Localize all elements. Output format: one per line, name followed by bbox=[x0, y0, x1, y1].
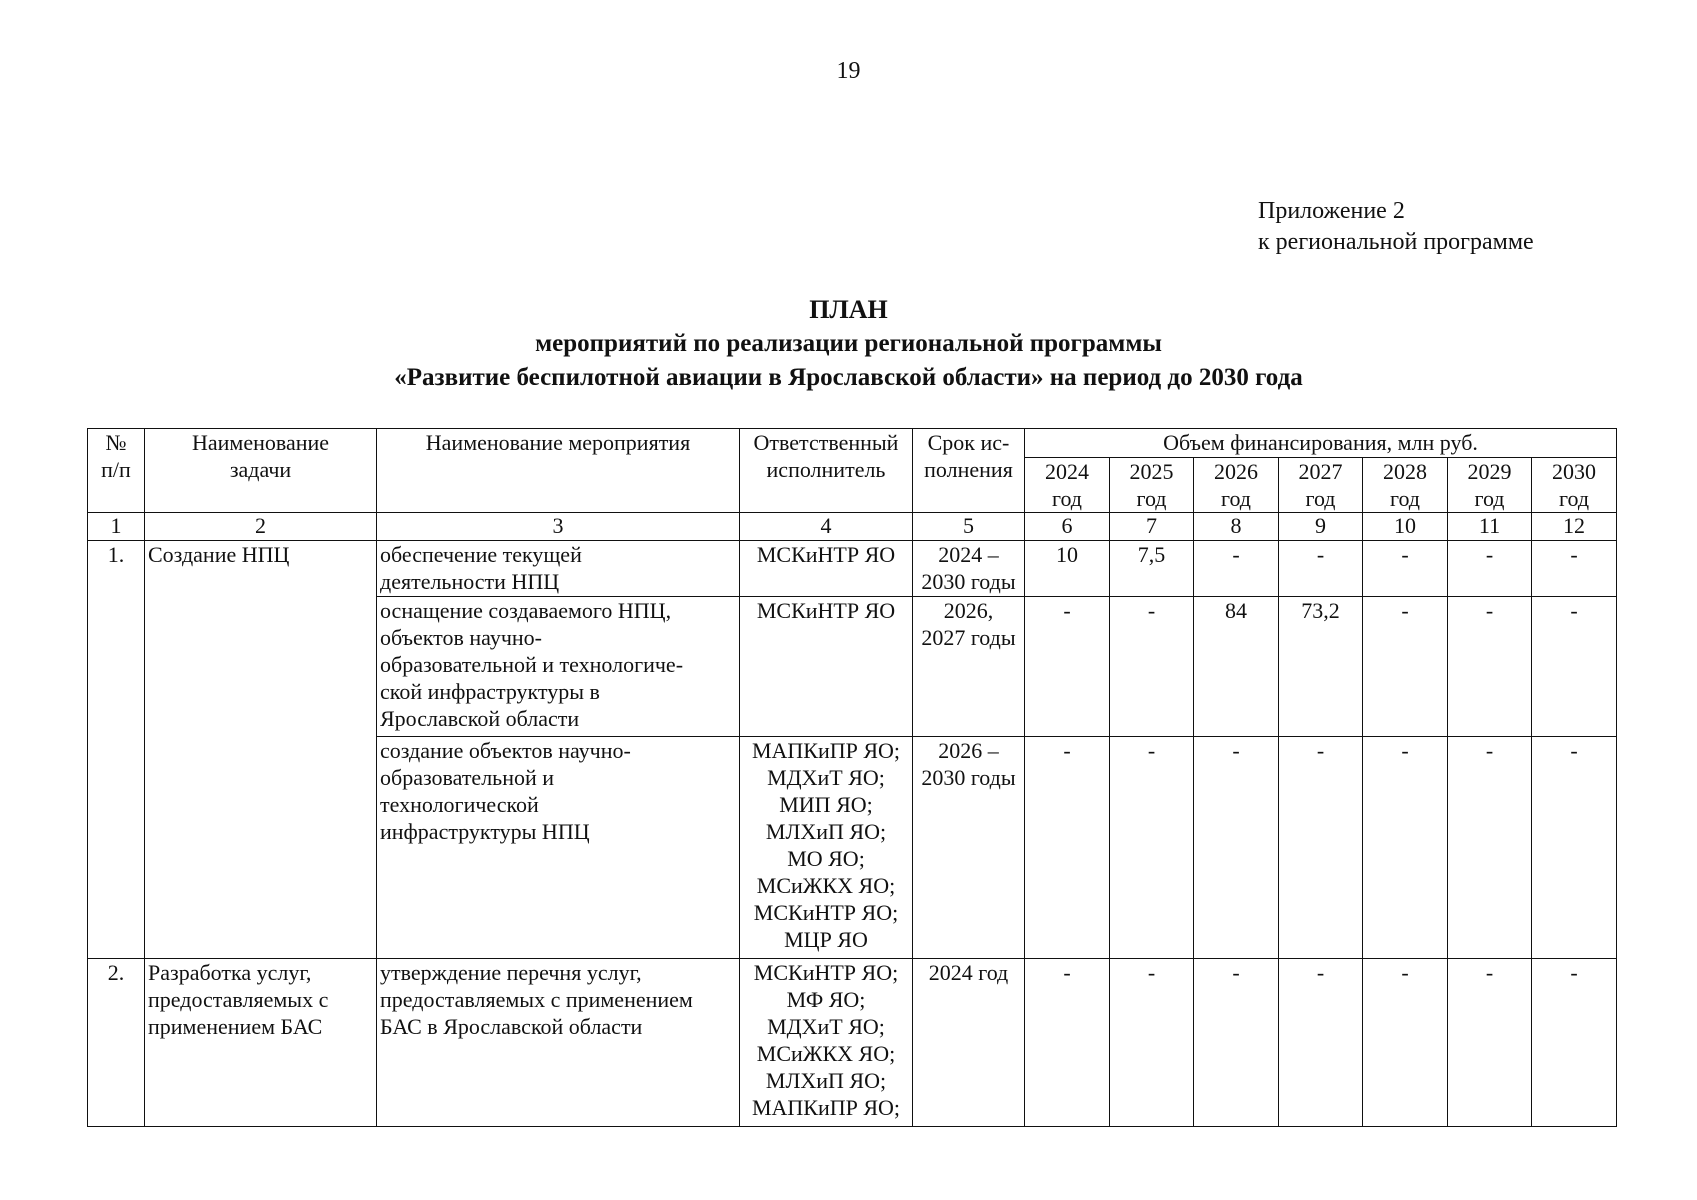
header-year-2025: 2025 год bbox=[1110, 458, 1194, 513]
table-row bbox=[88, 959, 1617, 1127]
column-number: 9 bbox=[1279, 513, 1363, 541]
page-number: 19 bbox=[836, 58, 861, 84]
document-title bbox=[0, 293, 1697, 395]
plan-table bbox=[87, 428, 1617, 1127]
term: 2026, 2027 годы bbox=[913, 597, 1025, 737]
executor: МАПКиПР ЯО; МДХиТ ЯО; МИП ЯО; МЛХиП ЯО; МО ЯО; МСиЖКХ ЯО; МСКиНТР ЯО; МЦР ЯО bbox=[740, 737, 913, 959]
header-year-2030: 2030 год bbox=[1532, 458, 1617, 513]
header-term: Срок ис- полнения bbox=[913, 429, 1025, 513]
funding-2024: - bbox=[1025, 737, 1110, 959]
funding-2027: - bbox=[1279, 737, 1363, 959]
column-number: 2 bbox=[145, 513, 377, 541]
funding-2030: - bbox=[1532, 597, 1617, 737]
column-number-row bbox=[88, 513, 1617, 541]
row-num: 2. bbox=[88, 959, 145, 1127]
funding-2029: - bbox=[1448, 959, 1532, 1127]
header-year-2029: 2029 год bbox=[1448, 458, 1532, 513]
funding-2030: - bbox=[1532, 541, 1617, 597]
appendix-line-1: Приложение 2 bbox=[1258, 198, 1405, 224]
funding-2030: - bbox=[1532, 959, 1617, 1127]
funding-2028: - bbox=[1363, 737, 1448, 959]
funding-2025: - bbox=[1110, 597, 1194, 737]
funding-2026: - bbox=[1194, 541, 1279, 597]
term: 2026 – 2030 годы bbox=[913, 737, 1025, 959]
task-name: Разработка услуг, предоставляемых с применением БАС bbox=[145, 959, 377, 1127]
event-name: обеспечение текущей деятельности НПЦ bbox=[377, 541, 740, 597]
funding-2027: - bbox=[1279, 541, 1363, 597]
header-year-2028: 2028 год bbox=[1363, 458, 1448, 513]
header-funding: Объем финансирования, млн руб. bbox=[1025, 429, 1617, 458]
column-number: 1 bbox=[88, 513, 145, 541]
column-number: 10 bbox=[1363, 513, 1448, 541]
title-line-1: ПЛАН bbox=[809, 295, 888, 324]
task-name: Создание НПЦ bbox=[145, 541, 377, 959]
funding-2028: - bbox=[1363, 597, 1448, 737]
funding-2028: - bbox=[1363, 541, 1448, 597]
funding-2024: - bbox=[1025, 959, 1110, 1127]
funding-2024: - bbox=[1025, 597, 1110, 737]
column-number: 5 bbox=[913, 513, 1025, 541]
column-number: 12 bbox=[1532, 513, 1617, 541]
funding-2029: - bbox=[1448, 541, 1532, 597]
funding-2029: - bbox=[1448, 737, 1532, 959]
funding-2024: 10 bbox=[1025, 541, 1110, 597]
column-number: 4 bbox=[740, 513, 913, 541]
header-year-2027: 2027 год bbox=[1279, 458, 1363, 513]
event-name: оснащение создаваемого НПЦ, объектов научно- образовательной и технологиче- ской инфраструктуры в Ярославской области bbox=[377, 597, 740, 737]
executor: МСКиНТР ЯО; МФ ЯО; МДХиТ ЯО; МСиЖКХ ЯО; МЛХиП ЯО; МАПКиПР ЯО; bbox=[740, 959, 913, 1127]
header-row-1 bbox=[88, 429, 1617, 458]
header-num: № п/п bbox=[88, 429, 145, 513]
funding-2026: 84 bbox=[1194, 597, 1279, 737]
funding-2025: 7,5 bbox=[1110, 541, 1194, 597]
funding-2027: 73,2 bbox=[1279, 597, 1363, 737]
header-event: Наименование мероприятия bbox=[377, 429, 740, 513]
column-number: 7 bbox=[1110, 513, 1194, 541]
column-number: 8 bbox=[1194, 513, 1279, 541]
column-number: 6 bbox=[1025, 513, 1110, 541]
row-num: 1. bbox=[88, 541, 145, 959]
funding-2028: - bbox=[1363, 959, 1448, 1127]
title-line-3: «Развитие беспилотной авиации в Ярославской области» на период до 2030 года bbox=[394, 364, 1303, 391]
executor: МСКиНТР ЯО bbox=[740, 541, 913, 597]
term: 2024 год bbox=[913, 959, 1025, 1127]
funding-2026: - bbox=[1194, 737, 1279, 959]
term: 2024 – 2030 годы bbox=[913, 541, 1025, 597]
appendix-note bbox=[1258, 196, 1534, 258]
appendix-line-2: к региональной программе bbox=[1258, 229, 1534, 255]
header-year-2026: 2026 год bbox=[1194, 458, 1279, 513]
funding-2025: - bbox=[1110, 737, 1194, 959]
funding-2030: - bbox=[1532, 737, 1617, 959]
funding-2025: - bbox=[1110, 959, 1194, 1127]
executor: МСКиНТР ЯО bbox=[740, 597, 913, 737]
event-name: создание объектов научно- образовательной и технологической инфраструктуры НПЦ bbox=[377, 737, 740, 959]
funding-2029: - bbox=[1448, 597, 1532, 737]
header-executor: Ответственный исполнитель bbox=[740, 429, 913, 513]
column-number: 11 bbox=[1448, 513, 1532, 541]
header-year-2024: 2024 год bbox=[1025, 458, 1110, 513]
table-row bbox=[88, 541, 1617, 597]
title-line-2: мероприятий по реализации региональной программы bbox=[535, 330, 1162, 357]
event-name: утверждение перечня услуг, предоставляемых с применением БАС в Ярославской области bbox=[377, 959, 740, 1127]
column-number: 3 bbox=[377, 513, 740, 541]
funding-2027: - bbox=[1279, 959, 1363, 1127]
header-task: Наименование задачи bbox=[145, 429, 377, 513]
funding-2026: - bbox=[1194, 959, 1279, 1127]
